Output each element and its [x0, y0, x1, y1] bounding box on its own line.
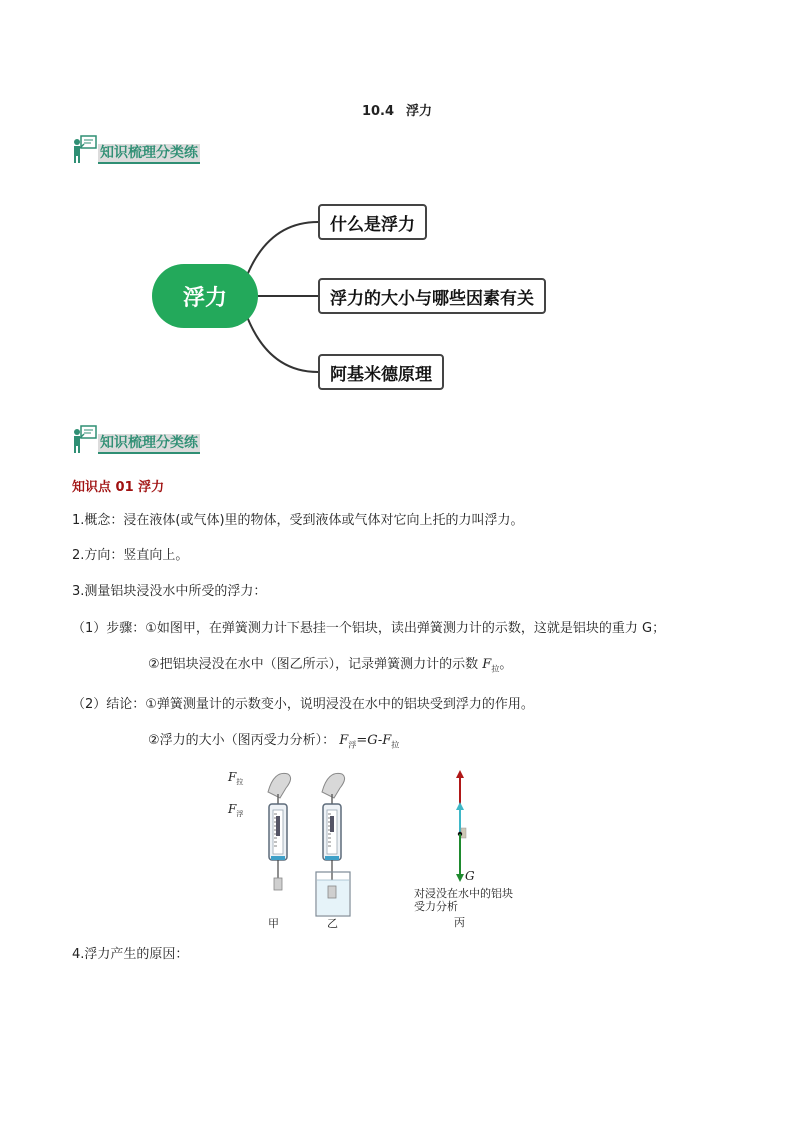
force-sub-buoy: 浮 — [236, 810, 244, 819]
teacher-board-icon — [72, 424, 98, 454]
force-label-buoy — [228, 802, 243, 819]
spring-balance-yi — [316, 773, 350, 916]
formula-sub-buoy: 浮 — [348, 740, 357, 750]
mindmap-center-node: 浮力 — [152, 264, 258, 328]
figure-label-bing: 丙 — [454, 916, 465, 929]
force-subscript: 拉 — [491, 664, 500, 674]
knowledge-point-title: 知识点 01 浮力 — [72, 480, 165, 495]
force-sub-pull: 拉 — [236, 778, 244, 787]
section-title: 浮力 — [406, 104, 433, 119]
paragraph-concept: 1.概念：浸在液体(或气体)里的物体，受到液体或气体对它向上托的力叫浮力。 — [72, 513, 524, 528]
spring-balance-jia — [268, 773, 291, 890]
paragraph-measure: 3.测量铝块浸没水中所受的浮力： — [72, 584, 267, 599]
paragraph-direction: 2.方向：竖直向上。 — [72, 548, 189, 563]
force-f-buoy: F — [228, 802, 237, 816]
figure-label-jia: 甲 — [268, 917, 279, 930]
formula-f-pull: F — [382, 733, 392, 748]
figure-label-yi: 乙 — [327, 917, 338, 930]
figure-caption-line-2: 受力分析 — [414, 900, 458, 913]
conclusion-2a: （2）结论：①弹簧测量计的示数变小，说明浸没在水中的铝块受到浮力的作用。 — [72, 697, 534, 712]
step-1b-end: 。 — [499, 657, 513, 672]
figure-caption — [414, 887, 513, 913]
force-diagram — [456, 770, 466, 882]
figure-caption-line-1: 对浸没在水中的铝块 — [414, 887, 513, 900]
section-number: 10.4 — [361, 104, 395, 119]
mindmap-branch-factors: 浮力的大小与哪些因素有关 — [318, 278, 546, 314]
mindmap-branch-what-is-buoyancy: 什么是浮力 — [318, 204, 427, 240]
step-1b-text: ②把铝块浸没在水中（图乙所示），记录弹簧测力计的示数 — [148, 657, 479, 672]
mindmap-branch-archimedes: 阿基米德原理 — [318, 354, 444, 390]
step-1a: （1）步骤：①如图甲，在弹簧测力计下悬挂一个铝块，读出弹簧测力计的示数，这就是铝块的重力 G； — [72, 621, 666, 636]
step-1b — [148, 656, 512, 679]
formula-f-buoy: F — [339, 733, 349, 748]
conclusion-2b — [148, 732, 399, 755]
formula-mid: =G- — [356, 733, 383, 748]
paragraph-cause: 4.浮力产生的原因： — [72, 947, 189, 962]
force-f-pull: F — [228, 770, 237, 784]
conclusion-2b-text: ②浮力的大小（图丙受力分析）： — [148, 733, 336, 748]
section-label: 知识梳理分类练 — [98, 144, 200, 164]
force-label-gravity: G — [465, 869, 475, 883]
force-symbol: F — [482, 657, 492, 672]
section-label: 知识梳理分类练 — [98, 434, 200, 454]
force-label-pull — [228, 770, 243, 787]
formula-sub-pull: 拉 — [391, 740, 400, 750]
